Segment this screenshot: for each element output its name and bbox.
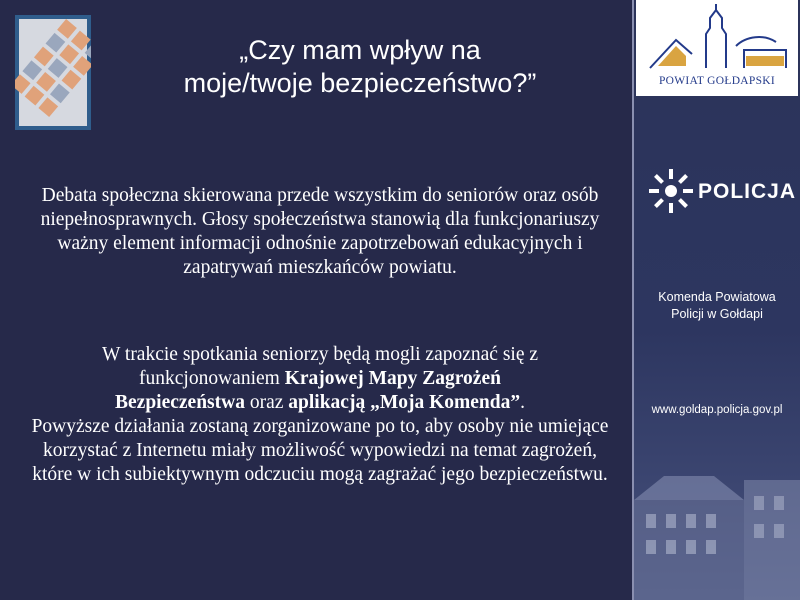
p2-line2a: funkcjonowaniem: [139, 368, 285, 389]
komenda-line-2: Policji w Gołdapi: [671, 307, 763, 321]
decorative-tile-logo: [15, 15, 91, 130]
p2-period: .: [520, 392, 525, 413]
town-hall-icon: [636, 0, 798, 76]
p2-bold-app: aplikacją „Moja Komenda”: [288, 392, 521, 413]
p2-bold-safety: Bezpieczeństwa: [115, 392, 245, 413]
title-line-1: „Czy mam wpływ na: [239, 35, 481, 65]
sidebar-panel: [634, 0, 800, 600]
title-line-2: moje/twoje bezpieczeństwo?”: [183, 68, 537, 98]
powiat-name: POWIAT GOŁDAPSKI: [658, 75, 776, 87]
police-building-image: [634, 440, 800, 600]
p2-rest: Powyższe działania zostaną zorganizowane po to, aby osoby nie umiejące korzystać z Internetu miały możliwość wypowiedzi na temat zagrożeń, które w ich subiektywnym odczuciu mogą zagrażać jego bezpieczeństwu.: [31, 416, 609, 485]
p2-line1: W trakcie spotkania seniorzy będą mogli zapoznać się z: [101, 344, 539, 365]
slide-title: [100, 34, 620, 100]
website-link[interactable]: www.goldap.policja.gov.pl: [651, 404, 783, 416]
police-label: POLICJA: [698, 180, 797, 203]
paragraph-details: [30, 343, 610, 487]
p2-line3b: oraz: [244, 392, 289, 413]
police-star-icon: [648, 168, 694, 214]
komenda-line-1: Komenda Powiatowa: [658, 290, 776, 304]
komenda-name: [634, 289, 800, 323]
p2-bold-map: Krajowej Mapy Zagrożeń: [284, 368, 501, 389]
powiat-logo: [636, 0, 798, 96]
paragraph-intro: Debata społeczna skierowana przede wszystkim do seniorów oraz osób niepełnosprawnych. Głosy społeczeństwa stanowią dla funkcjonariuszy ważny element informacji odnośnie zapotrzebowań edukacyjnych i zapatrywań mieszkańców powiatu.: [40, 185, 600, 278]
